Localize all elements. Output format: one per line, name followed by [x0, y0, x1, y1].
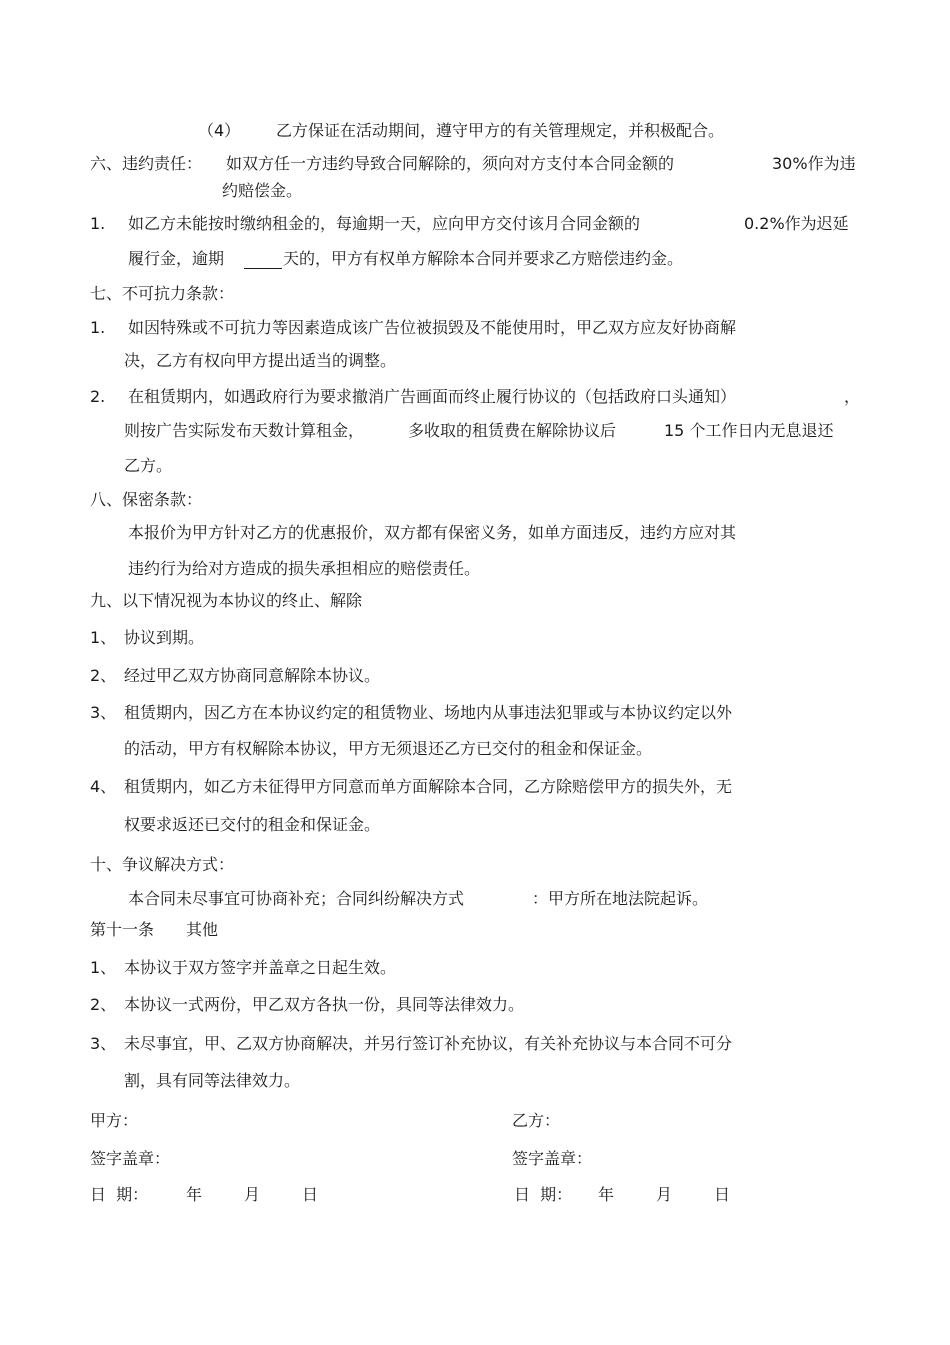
party-b-date-month: 月 — [656, 1185, 673, 1204]
s9-item-4-text: 租赁期内，如乙方未征得甲方同意而单方面解除本合同，乙方除赔偿甲方的损失外，无 — [124, 777, 733, 796]
party-b-signature-label: 签字盖章： — [512, 1149, 593, 1168]
party-b-date-day: 日 — [714, 1185, 731, 1204]
party-a-date-year: 年 — [186, 1185, 203, 1204]
section-6-heading: 六、违约责任： — [90, 154, 203, 173]
article-11-heading: 第十一条 — [90, 920, 155, 939]
s6-item-1-number: 1. — [90, 214, 106, 233]
s7-item-2-number: 2. — [90, 387, 106, 406]
a11-item-3-text: 未尽事宜，甲、乙双方协商解决，并另行签订补充协议，有关补充协议与本合同不可分 — [124, 1034, 733, 1053]
s7-item-1-text: 如因特殊或不可抗力等因素造成该广告位被损毁及不能使用时，甲乙双方应友好协商解 — [128, 318, 737, 337]
s9-item-1-text: 协议到期。 — [124, 628, 205, 647]
party-a-label: 甲方： — [90, 1111, 139, 1130]
s7-item-1-number: 1. — [90, 318, 106, 337]
s7-item-1-text-cont: 决，乙方有权向甲方提出适当的调整。 — [124, 351, 397, 370]
s9-item-3-number: 3、 — [90, 703, 117, 722]
party-a-date-day: 日 — [302, 1185, 319, 1204]
s9-item-3-text-cont: 的活动，甲方有权解除本协议，甲方无须退还乙方已交付的租金和保证金。 — [124, 739, 653, 758]
s7-item-2-text-cont: 乙方。 — [124, 456, 173, 475]
section-10-text-b: ：甲方所在地法院起诉。 — [532, 889, 709, 908]
a11-item-1-text: 本协议于双方签字并盖章之日起生效。 — [124, 958, 397, 977]
item-4-number: （4） — [198, 121, 241, 140]
a11-item-3-text-cont: 割，具有同等法律效力。 — [124, 1071, 301, 1090]
s9-item-4-text-cont: 权要求返还已交付的租金和保证金。 — [124, 815, 381, 834]
section-9-heading: 九、以下情况视为本协议的终止、解除 — [90, 591, 363, 610]
s7-item-2-text-c: 15 个工作日内无息退还 — [664, 421, 834, 440]
s6-item-1-text-b: 天的，甲方有权单方解除本合同并要求乙方赔偿违约金。 — [283, 249, 684, 268]
s6-item-1-text: 如乙方未能按时缴纳租金的，每逾期一天，应向甲方交付该月合同金额的 — [128, 214, 641, 233]
s7-item-2-text-a: 则按广告实际发布天数计算租金， — [124, 421, 365, 440]
s9-item-2-text: 经过甲乙双方协商同意解除本协议。 — [124, 666, 381, 685]
s9-item-1-number: 1、 — [90, 628, 117, 647]
section-6-rate: 30%作为违 — [772, 154, 856, 173]
a11-item-1-number: 1、 — [90, 958, 117, 977]
section-10-heading: 十、争议解决方式： — [90, 855, 235, 874]
s9-item-2-number: 2、 — [90, 666, 117, 685]
party-a-signature-label: 签字盖章： — [90, 1149, 171, 1168]
a11-item-2-text: 本协议一式两份，甲乙双方各执一份，具同等法律效力。 — [124, 995, 525, 1014]
s7-item-2-text-b: 多收取的租赁费在解除协议后 — [408, 421, 617, 440]
section-8-heading: 八、保密条款： — [90, 490, 203, 509]
party-a-date-label: 日 期： — [90, 1185, 149, 1204]
s6-item-1-rate: 0.2%作为迟延 — [744, 214, 849, 233]
s7-item-2-comma: ， — [844, 387, 861, 406]
a11-item-2-number: 2、 — [90, 995, 117, 1014]
section-8-text: 本报价为甲方针对乙方的优惠报价，双方都有保密义务，如单方面违反，违约方应对其 — [128, 523, 737, 542]
a11-item-3-number: 3、 — [90, 1034, 117, 1053]
s6-item-1-text-a: 履行金，逾期 — [128, 249, 225, 268]
party-b-label: 乙方： — [512, 1111, 561, 1130]
section-8-text-cont: 违约行为给对方造成的损失承担相应的赔偿责任。 — [128, 559, 481, 578]
party-b-date-year: 年 — [598, 1185, 615, 1204]
s7-item-2-text: 在租赁期内，如遇政府行为要求撤消广告画面而终止履行协议的（包括政府口头通知） — [128, 387, 737, 406]
s9-item-4-number: 4、 — [90, 777, 117, 796]
s9-item-3-text: 租赁期内，因乙方在本协议约定的租赁物业、场地内从事违法犯罪或与本协议约定以外 — [124, 703, 733, 722]
article-11-title: 其他 — [186, 920, 219, 939]
section-7-heading: 七、不可抗力条款： — [90, 284, 235, 303]
item-4-text: 乙方保证在活动期间，遵守甲方的有关管理规定，并积极配合。 — [276, 121, 725, 140]
section-6-text-cont: 约赔偿金。 — [222, 181, 303, 200]
party-a-date-month: 月 — [244, 1185, 261, 1204]
party-b-date-label: 日 期： — [514, 1185, 573, 1204]
blank-line — [244, 268, 282, 269]
section-6-text: 如双方任一方违约导致合同解除的，须向对方支付本合同金额的 — [226, 154, 675, 173]
section-10-text: 本合同未尽事宜可协商补充；合同纠纷解决方式 — [128, 889, 465, 908]
